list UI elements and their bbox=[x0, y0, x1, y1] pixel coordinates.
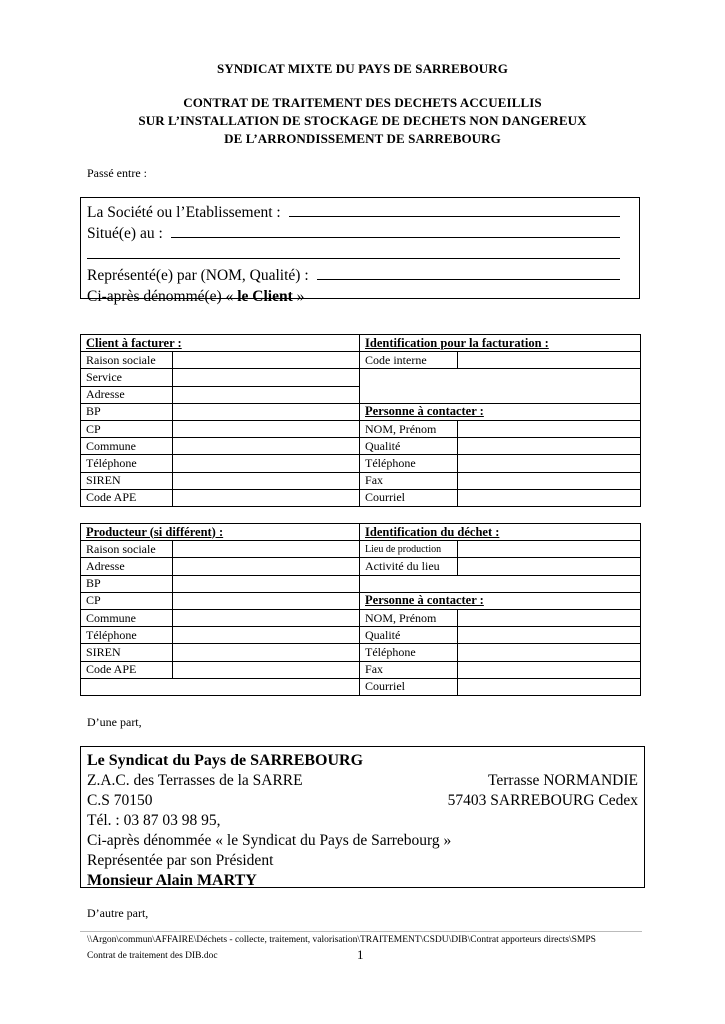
client-raison-sociale-field[interactable] bbox=[173, 352, 360, 369]
producer-contact-fax-field[interactable] bbox=[458, 661, 641, 678]
syndicat-zac: Z.A.C. des Terrasses de la SARRE bbox=[87, 772, 303, 789]
situe-label: Situé(e) au : bbox=[87, 225, 163, 242]
producer-waste-table bbox=[80, 523, 641, 696]
producer-raison-sociale-label: Raison sociale bbox=[81, 541, 173, 558]
represente-label: Représenté(e) par (NOM, Qualité) : bbox=[87, 267, 309, 284]
producer-adresse-field[interactable] bbox=[173, 558, 360, 575]
producer-bp-field[interactable] bbox=[173, 575, 360, 592]
producer-siren-field[interactable] bbox=[173, 644, 360, 661]
producer-contact-header: Personne à contacter : bbox=[360, 592, 641, 609]
client-contact-courriel-field[interactable] bbox=[458, 489, 641, 506]
client-contact-header: Personne à contacter : bbox=[360, 403, 641, 420]
client-contact-telephone-field[interactable] bbox=[458, 455, 641, 472]
client-contact-nom-label: NOM, Prénom bbox=[360, 420, 458, 437]
producer-contact-courriel-label: Courriel bbox=[360, 678, 458, 695]
producer-telephone-label: Téléphone bbox=[81, 627, 173, 644]
contract-title-line-2: SUR L’INSTALLATION DE STOCKAGE DE DECHETS NON DANGEREUX bbox=[138, 113, 587, 128]
producer-cp-label: CP bbox=[81, 592, 173, 609]
producer-contact-nom-label: NOM, Prénom bbox=[360, 609, 458, 626]
footer-file-path: \\Argon\commun\AFFAIRE\Déchets - collecte, traitement, valorisation\TRAITEMENT\CSDU\DIB\Contrat apporteurs directs\SMPS bbox=[87, 935, 596, 945]
syndicat-name: Le Syndicat du Pays de SARREBOURG bbox=[87, 752, 364, 769]
waste-blank-cell[interactable] bbox=[360, 575, 641, 592]
producer-contact-nom-field[interactable] bbox=[458, 609, 641, 626]
lieu-production-field[interactable] bbox=[458, 541, 641, 558]
client-telephone-field[interactable] bbox=[173, 455, 360, 472]
producer-adresse-label: Adresse bbox=[81, 558, 173, 575]
syndicat-identification-box bbox=[80, 746, 645, 888]
producer-commune-field[interactable] bbox=[173, 609, 360, 626]
syndicat-cs: C.S 70150 bbox=[87, 792, 153, 809]
page-number: 1 bbox=[357, 947, 364, 962]
producer-contact-telephone-label: Téléphone bbox=[360, 644, 458, 661]
client-a-facturer-header: Client à facturer : bbox=[81, 335, 360, 352]
client-service-field[interactable] bbox=[173, 369, 360, 386]
client-contact-fax-label: Fax bbox=[360, 472, 458, 489]
producer-blank-cell[interactable] bbox=[81, 678, 360, 695]
identification-facturation-header: Identification pour la facturation : bbox=[360, 335, 641, 352]
code-interne-label: Code interne bbox=[360, 352, 458, 369]
client-commune-field[interactable] bbox=[173, 438, 360, 455]
d-autre-part-label: D’autre part, bbox=[87, 906, 149, 920]
lieu-production-label: Lieu de production bbox=[360, 541, 458, 558]
client-adresse-field[interactable] bbox=[173, 386, 360, 403]
syndicat-terrasse: Terrasse NORMANDIE bbox=[487, 772, 638, 789]
client-service-label: Service bbox=[81, 369, 173, 386]
syndicat-city: 57403 SARREBOURG Cedex bbox=[447, 792, 638, 809]
producer-code-ape-label: Code APE bbox=[81, 661, 173, 678]
contract-title-line-3: DE L’ARRONDISSEMENT DE SARREBOURG bbox=[224, 131, 501, 146]
client-contact-qualite-label: Qualité bbox=[360, 438, 458, 455]
address-continuation-line[interactable] bbox=[87, 244, 620, 259]
societe-fill-line[interactable] bbox=[289, 202, 620, 217]
producer-code-ape-field[interactable] bbox=[173, 661, 360, 678]
syndicat-telephone: Tél. : 03 87 03 98 95, bbox=[87, 812, 221, 829]
client-cp-field[interactable] bbox=[173, 420, 360, 437]
client-bp-field[interactable] bbox=[173, 403, 360, 420]
producer-raison-sociale-field[interactable] bbox=[173, 541, 360, 558]
contract-title-line-1: CONTRAT DE TRAITEMENT DES DECHETS ACCUEILLIS bbox=[183, 95, 542, 110]
producer-contact-courriel-field[interactable] bbox=[458, 678, 641, 695]
identification-dechet-header: Identification du déchet : bbox=[360, 524, 641, 541]
activite-lieu-label: Activité du lieu bbox=[360, 558, 458, 575]
client-contact-nom-field[interactable] bbox=[458, 420, 641, 437]
ci-apres-suffix: » bbox=[296, 288, 305, 305]
client-code-ape-field[interactable] bbox=[173, 489, 360, 506]
producer-cp-field[interactable] bbox=[173, 592, 360, 609]
activite-lieu-field[interactable] bbox=[458, 558, 641, 575]
producer-siren-label: SIREN bbox=[81, 644, 173, 661]
client-identification-box bbox=[80, 197, 640, 305]
client-billing-table bbox=[80, 334, 641, 507]
passe-entre-label: Passé entre : bbox=[87, 166, 147, 180]
producer-contact-fax-label: Fax bbox=[360, 661, 458, 678]
client-cp-label: CP bbox=[81, 420, 173, 437]
client-contact-fax-field[interactable] bbox=[458, 472, 641, 489]
syndicat-ci-apres: Ci-après dénommée « le Syndicat du Pays de Sarrebourg » bbox=[87, 832, 452, 849]
client-contact-telephone-label: Téléphone bbox=[360, 455, 458, 472]
client-bp-label: BP bbox=[81, 403, 173, 420]
client-commune-label: Commune bbox=[81, 438, 173, 455]
client-siren-field[interactable] bbox=[173, 472, 360, 489]
client-telephone-label: Téléphone bbox=[81, 455, 173, 472]
producer-bp-label: BP bbox=[81, 575, 173, 592]
d-une-part-label: D’une part, bbox=[87, 715, 142, 729]
producer-contact-qualite-field[interactable] bbox=[458, 627, 641, 644]
situe-fill-line[interactable] bbox=[171, 223, 620, 238]
client-raison-sociale-label: Raison sociale bbox=[81, 352, 173, 369]
producteur-header: Producteur (si différent) : bbox=[81, 524, 360, 541]
client-contact-courriel-label: Courriel bbox=[360, 489, 458, 506]
billing-blank-cell[interactable] bbox=[360, 369, 641, 403]
client-contact-qualite-field[interactable] bbox=[458, 438, 641, 455]
footer-divider bbox=[80, 931, 642, 932]
producer-commune-label: Commune bbox=[81, 609, 173, 626]
client-code-ape-label: Code APE bbox=[81, 489, 173, 506]
footer-filename: Contrat de traitement des DIB.doc bbox=[87, 951, 218, 961]
client-adresse-label: Adresse bbox=[81, 386, 173, 403]
producer-contact-qualite-label: Qualité bbox=[360, 627, 458, 644]
syndicat-represente: Représentée par son Président bbox=[87, 852, 274, 869]
client-siren-label: SIREN bbox=[81, 472, 173, 489]
societe-label: La Société ou l’Etablissement : bbox=[87, 204, 281, 221]
ci-apres-prefix: Ci-après dénommé(e) « bbox=[87, 288, 234, 305]
ci-apres-client: le Client bbox=[237, 288, 293, 305]
syndicat-president: Monsieur Alain MARTY bbox=[87, 872, 257, 889]
producer-telephone-field[interactable] bbox=[173, 627, 360, 644]
represente-fill-line[interactable] bbox=[317, 265, 620, 280]
organization-title: SYNDICAT MIXTE DU PAYS DE SARREBOURG bbox=[217, 61, 508, 76]
producer-contact-telephone-field[interactable] bbox=[458, 644, 641, 661]
code-interne-field[interactable] bbox=[458, 352, 641, 369]
